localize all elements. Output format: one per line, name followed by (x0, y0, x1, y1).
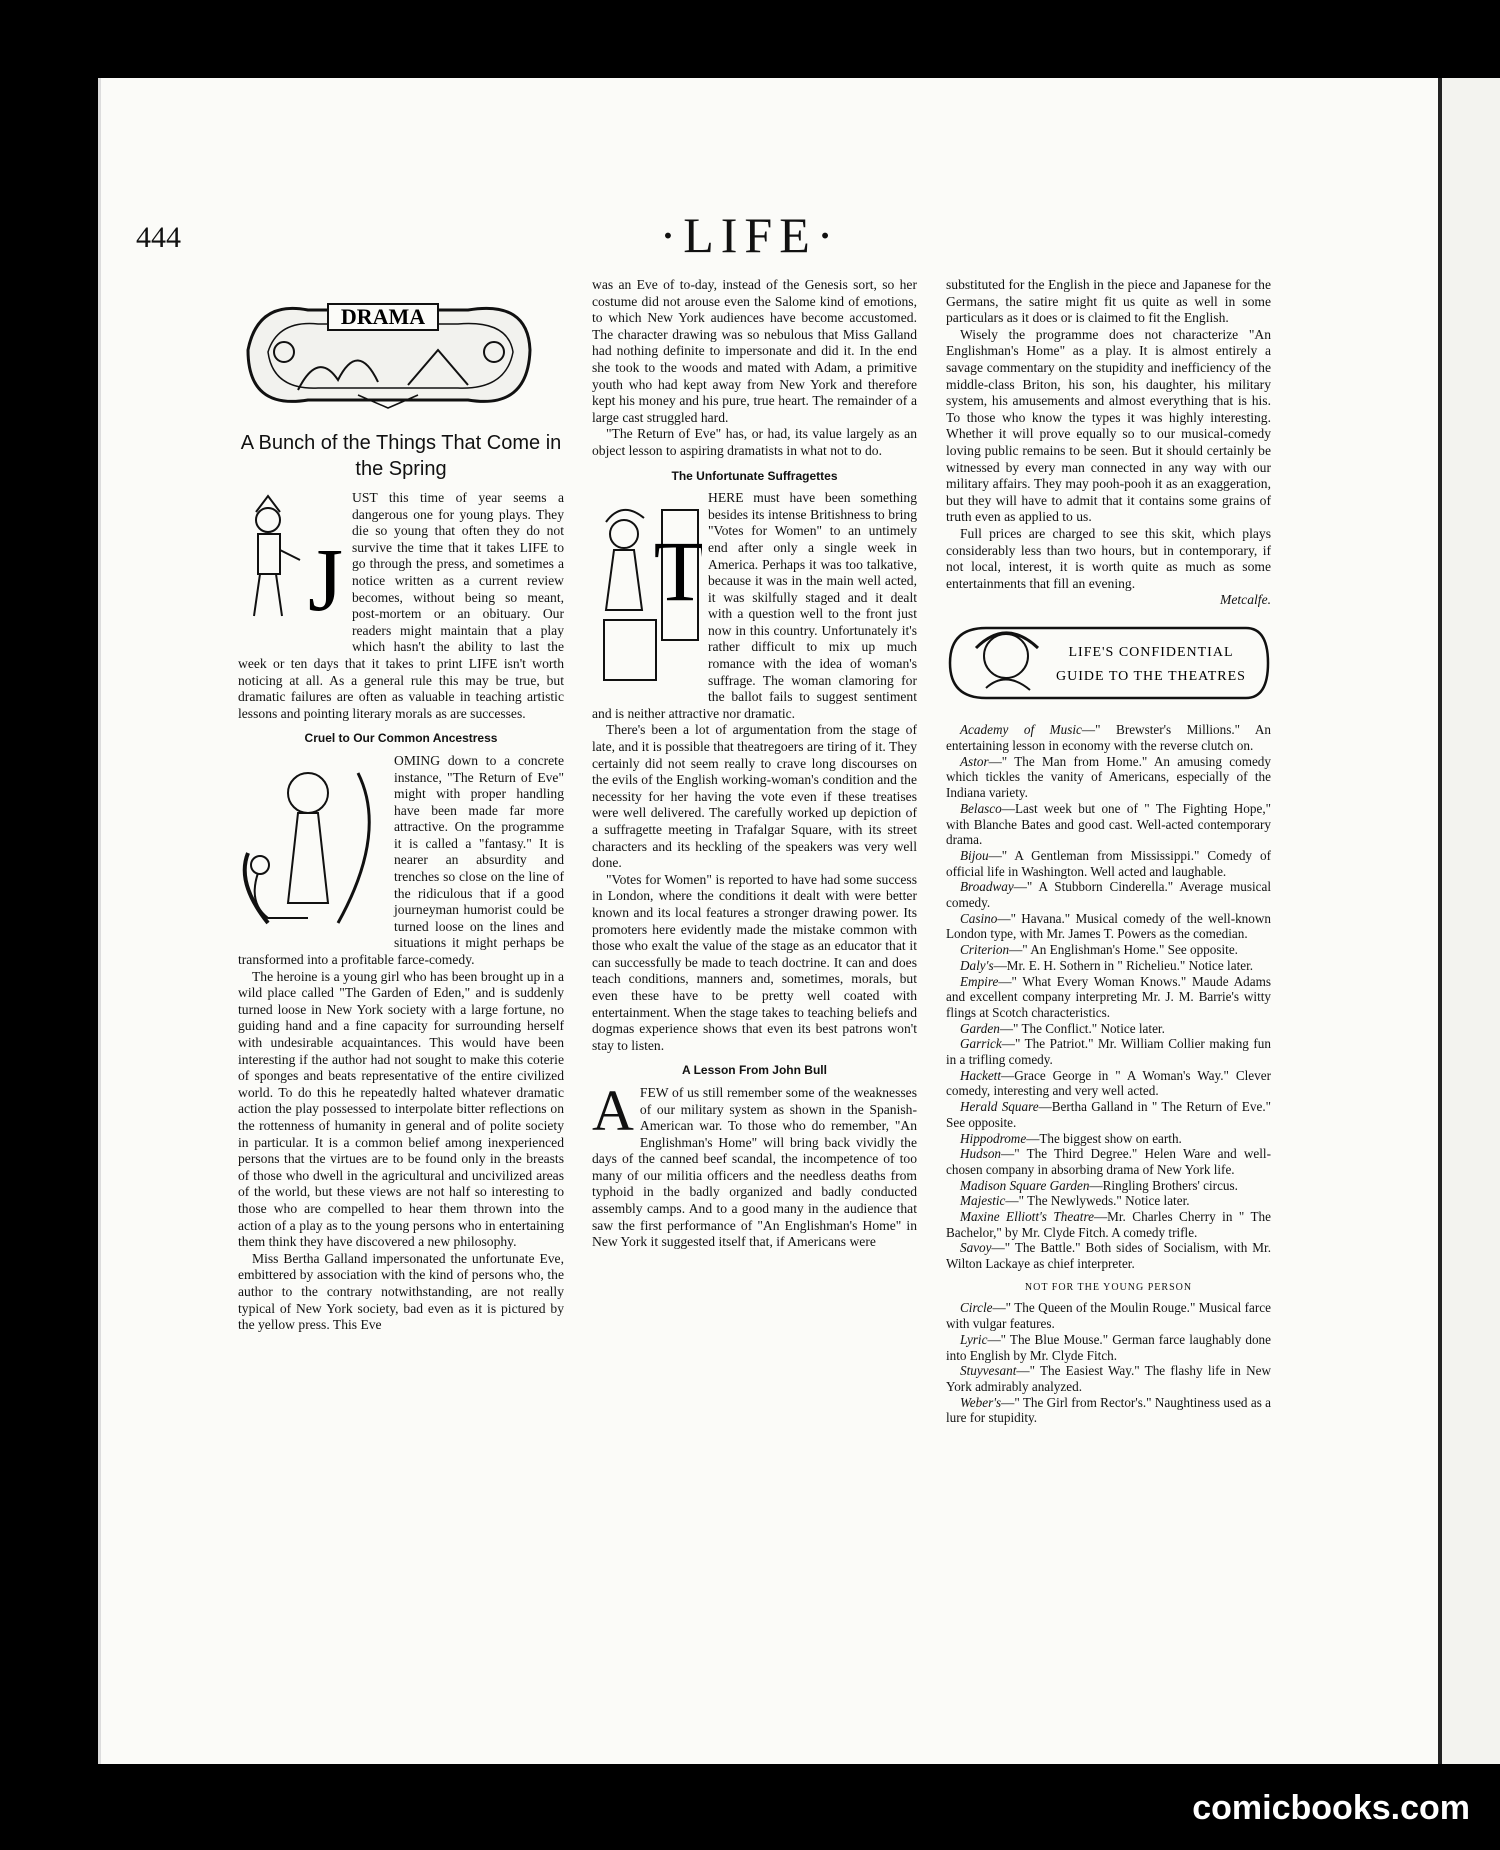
guide-venue: Hudson (960, 1146, 1002, 1162)
drama-banner-illustration (238, 290, 538, 418)
guide-description: —" A Gentleman from Mississippi." Comedy of official life in Washington. Well acted and laughable. (946, 847, 1271, 879)
dropcap-t: T (653, 523, 702, 620)
guide-description: —" The Queen of the Moulin Rouge." Musical farce with vulgar features. (946, 1300, 1271, 1332)
guide-venue: Empire (960, 973, 999, 989)
guide-description: —" What Every Woman Knows." Maude Adams and excellent company interpreting Mr. J. M. Barrie's witty flings at Scotch characteristics. (946, 973, 1271, 1020)
guide-entry (946, 801, 1271, 848)
guide-venue: Herald Square (960, 1099, 1039, 1115)
article4-paragraph-1: FEW of us still remember some of the weaknesses of our military system as shown in the Spanish-American war. To those who do remember, "An Englishman's Home" will bring back vividly the days of the canned beef scandal, the incompetence of too many of our militia officers and the needless deaths from typhoid in the badly organized and badly conducted assembly camps. And to a good many in the audience that saw the first performance of "An Englishman's Home" in New York it suggested itself that, if Americans were (592, 1084, 917, 1250)
guide-entry (946, 1131, 1271, 1147)
guide-banner-line-2: GUIDE TO THE THEATRES (1056, 669, 1246, 685)
jester-illustration (238, 490, 346, 645)
guide-entry (946, 1036, 1271, 1067)
guide-venue: Garrick (960, 1036, 1002, 1052)
guide-venue: Academy of Music (960, 722, 1082, 738)
guide-venue: Belasco (960, 800, 1002, 816)
next-page-edge (1438, 78, 1500, 1764)
guide-entry (946, 1363, 1271, 1394)
guide-entry (946, 942, 1271, 958)
guide-entry (946, 1193, 1271, 1209)
guide-entry (946, 911, 1271, 942)
article4-paragraph-4: Full prices are charged to see this skit, which plays considerably less than two hours, but in contemporary, if not local, interest, it is worth quite as much as some entertainments that fill an evening. (946, 525, 1271, 591)
article2-paragraph-1: OMING down to a concrete instance, "The Return of Eve" might with proper handling have been made far more attractive. On the programme it is called a "fantasy." It is nearer an absurdity and trenches so close on the line of the ridiculous that if a good journeyman humorist could be turned loose on the lines and situations it might perhaps be transformed into a profitable farce-comedy. (238, 752, 564, 968)
guide-description: —Mr. E. H. Sothern in " Richelieu." Notice later. (993, 957, 1254, 973)
confidential-guide-banner (946, 618, 1271, 708)
guide-venue: Circle (960, 1300, 993, 1316)
guide-entry (946, 754, 1271, 801)
article3-subhead: The Unfortunate Suffragettes (671, 468, 838, 483)
guide-entry (946, 1099, 1271, 1130)
guide-entry (946, 1146, 1271, 1177)
author-signature: Metcalfe. (1220, 592, 1271, 608)
guide-venue: Lyric (960, 1331, 988, 1347)
article-headline: A Bunch of the Things That Come in the Spring (240, 432, 562, 480)
masthead-life: ·LIFE· (659, 207, 841, 263)
guide-description: —" The Man from Home." An amusing comedy which tickles the vanity of Americans, especially of the Indiana variety. (946, 753, 1271, 801)
guide-description: —Last week but one of " The Fighting Hope," with Blanche Bates and good cast. Well-acted contemporary drama. (946, 800, 1271, 848)
article2-paragraph-2: The heroine is a young girl who has been brought up in a wild place called "The Garden of Eden," and is suddenly turned loose in New York society with a large fortune, no guiding hand and a fine capacity for surrounding herself with undesirable acquaintances. This would have been interesting if the author had not sought to make this coterie of sponges and beats representative of the entire civilized world. To do this he repeatedly halted whatever dramatic action the play possessed to interpolate bitter reflections on the rottenness of humanity in general and of polite society in particular. It is a common belief among inexperienced persons that the virtues are to be found only in the breasts of those who dwell in the agricultural and uncivilized areas of the world, but these views are not half so interesting to those who are compelled to hear them thrown into the action of a play as to the young persons who in entertaining them think they have discovered a new philosophy. (238, 968, 564, 1250)
guide-description: —" The Third Degree." Helen Ware and well-chosen company in absorbing drama of New York life. (946, 1146, 1271, 1177)
guide-venue: Madison Square Garden (960, 1177, 1090, 1193)
guide-entry (946, 1021, 1271, 1037)
guide-venue: Weber's (960, 1394, 1002, 1410)
guide-venue: Daly's (960, 957, 994, 973)
guide-venue: Criterion (960, 942, 1010, 958)
guide-description: —" The Battle." Both sides of Socialism, with Mr. Wilton Lackaye as chief interpreter. (946, 1240, 1271, 1272)
theatre-guide-list (946, 722, 1271, 1272)
guide-description: —The biggest show on earth. (1026, 1130, 1182, 1146)
guide-description: —Ringling Brothers' circus. (1089, 1177, 1238, 1193)
drama-banner-svg (238, 290, 538, 418)
guide-venue: Stuyvesant (960, 1363, 1017, 1379)
article4-paragraph-3: Wisely the programme does not characterize "An Englishman's Home" as a play. It is almost entirely a savage commentary on the stupidity and inefficiency of the middle-class Briton, his son, his daughter, his military system, his amusements and almost everything that is his. To those who know the types it was highly interesting. Whether it will prove equally so to our musical-comedy loving public remains to be seen. But it should certainly be witnessed by every man connected in any way with our military affairs. They may pooh-pooh it as an exaggeration, but they will have to admit that it contains some grains of truth even as applied to us. (946, 326, 1271, 525)
guide-entry (946, 1178, 1271, 1194)
theatre-guide-list-adult (946, 1300, 1271, 1426)
guide-description: —Grace George in " A Woman's Way." Clever comedy, interesting and very well acted. (946, 1067, 1271, 1099)
guide-entry (946, 958, 1271, 974)
page-number: 444 (136, 221, 181, 254)
guide-description: —" The Girl from Rector's." Naughtiness used as a lure for stupidity. (946, 1394, 1271, 1426)
site-watermark: comicbooks.com (1192, 1789, 1470, 1827)
article2-subhead: Cruel to Our Common Ancestress (304, 731, 498, 746)
article2-paragraph-4: was an Eve of to-day, instead of the Genesis sort, so her costume did not arouse even the Salome kind of emotions, to which New York audiences have become accustomed. The character drawing was so nebulous that Miss Galland had nothing definite to impersonate and did it. In the end she took to the woods and mated with Adam, a primitive youth who had kept away from New York and therefore kept his money and his pure, true heart. The remainder of a large cast struggled hard. (592, 277, 917, 425)
dropcap-a: A (592, 1077, 634, 1143)
guide-description: —Mr. Charles Cherry in " The Bachelor," by Mr. Clyde Fitch. A comedy trifle. (946, 1209, 1272, 1240)
guide-venue: Hippodrome (960, 1130, 1027, 1146)
guide-venue: Broadway (960, 879, 1014, 895)
article3-paragraph-1: HERE must have been something besides its intense Britishness to bring "Votes for Women" to an untimely end after only a single week in America. Perhaps it was too talkative, because it was in the main well acted, it was skilfully staged and it dealt with a question well to the front just now in this country. Unfortunately it's rather difficult to mix up much romance with the idea of woman's suffrage. The woman clamoring for the ballot fails to suggest sentiment and is neither attractive nor dramatic. (592, 490, 917, 721)
guide-description: —Bertha Galland in " The Return of Eve." See opposite. (946, 1099, 1271, 1130)
guide-venue: Bijou (960, 847, 989, 863)
article2-paragraph-3: Miss Bertha Galland impersonated the unfortunate Eve, embittered by association with the kind of persons who, the author to the contrary notwithstanding, are not really typical of New York society, bad even as it is pictured by the yellow press. This Eve (238, 1250, 564, 1333)
guide-description: —" The Easiest Way." The flashy life in New York admirably analyzed. (946, 1363, 1271, 1394)
guide-entry (946, 1209, 1271, 1240)
guide-venue: Maxine Elliott's Theatre (960, 1209, 1094, 1225)
guide-venue: Garden (960, 1020, 1000, 1036)
guide-section-title: NOT FOR THE YOUNG PERSON (1024, 1281, 1193, 1293)
guide-description: —" A Stubborn Cinderella." Average musical comedy. (946, 879, 1271, 911)
guide-entry (946, 1395, 1271, 1426)
article1-paragraph-1: UST this time of year seems a dangerous one for young plays. They die so young that often they do not survive the time that it takes LIFE to go through the press, and sometimes a notice written as a current review becomes, without being so meant, post-mortem or an obituary. Our readers might maintain that a play which hasn't the ability to last the week or ten days that it takes to print LIFE isn't worth noticing at all. As a general rule this may be true, but dramatic failures are often as valuable in teaching artistic lessons and pointing literary morals as are successes. (238, 490, 564, 721)
guide-entry (946, 1240, 1271, 1271)
column-3 (946, 277, 1271, 1426)
guide-description: —" Havana." Musical comedy of the well-known London type, with Mr. James T. Powers as the comedian. (946, 910, 1271, 942)
guide-entry (946, 1332, 1271, 1363)
drama-label: DRAMA (340, 304, 426, 329)
article3-paragraph-3: "Votes for Women" is reported to have had some success in London, where the conditions it dealt with were better known and its local features a stronger drawing power. Its promoters here evidently made the mistake common with those who exalt the value of the stage as an educator that it can successfully be made to teach doctrine. It can and does teach conditions, manners and, sometimes, morals, but even these have to be pretty well coated with entertainment. When the stage takes to teaching beliefs and dogmas experience shows that even its best patrons won't stay to listen. (592, 871, 917, 1053)
column-1 (238, 290, 564, 1334)
guide-venue: Savoy (960, 1240, 992, 1256)
guide-description: —" The Blue Mouse." German farce laughably done into English by Mr. Clyde Fitch. (946, 1331, 1271, 1363)
guide-description: —" The Newlyweds." Notice later. (1005, 1193, 1190, 1209)
guide-description: —" The Conflict." Notice later. (999, 1020, 1165, 1036)
dropcap-j: J (308, 531, 344, 630)
article4-subhead: A Lesson From John Bull (682, 1063, 827, 1078)
guide-entry (946, 1068, 1271, 1099)
article4-paragraph-2: substituted for the English in the piece and Japanese for the Germans, the satire might fit us quite as well in some particulars as it does or is claimed to fit the English. (946, 277, 1271, 326)
column-2 (592, 277, 917, 1251)
guide-banner-line-1: LIFE'S CONFIDENTIAL (1068, 645, 1234, 661)
article2-paragraph-5: "The Return of Eve" has, or had, its value largely as an object lesson to aspiring dramatists in what not to do. (592, 426, 917, 458)
guide-entry (946, 722, 1271, 753)
guide-venue: Casino (960, 910, 998, 926)
guide-entry (946, 1300, 1271, 1331)
suffragette-illustration (592, 490, 702, 695)
eve-serpent-illustration (238, 753, 388, 948)
guide-description: —" An Englishman's Home." See opposite. (1009, 942, 1238, 958)
guide-entry (946, 848, 1271, 879)
guide-entry (946, 974, 1271, 1021)
guide-description: —" The Patriot." Mr. William Collier making fun in a trifling comedy. (946, 1036, 1271, 1068)
guide-venue: Majestic (960, 1193, 1006, 1209)
guide-venue: Astor (960, 753, 989, 769)
guide-entry (946, 879, 1271, 910)
article3-paragraph-2: There's been a lot of argumentation from the stage of late, and it is possible that theatregoers are tiring of it. They certainly did not seem really to crave long discourses on the evils of the English working-woman's condition and the necessity for her having the vote even if these treatises were well delivered. The carefully worked up depiction of a suffragette meeting in Trafalgar Square, with its street characters and its heckling of the speakers was very well done. (592, 722, 917, 871)
guide-description: —" Brewster's Millions." An entertaining lesson in economy with the reverse clutch on. (946, 722, 1271, 753)
guide-venue: Hackett (960, 1067, 1002, 1083)
